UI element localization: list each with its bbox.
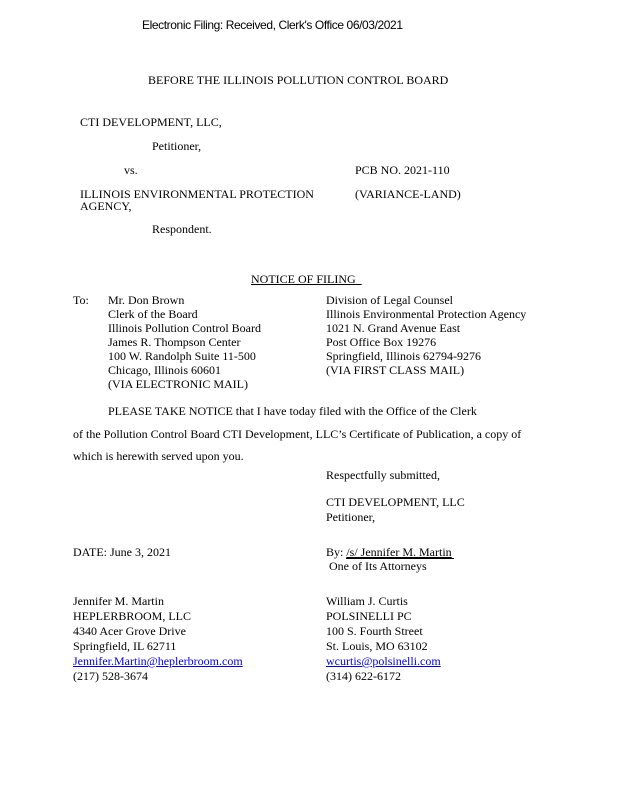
counsel-heplerbroom: [73, 594, 243, 684]
signatory-role: Petitioner,: [326, 510, 376, 524]
respondent-label: Respondent.: [152, 222, 212, 236]
recipient-clerk: [108, 293, 261, 391]
recipient-iepa: [326, 293, 526, 377]
respondent-name-line2: AGENCY,: [80, 199, 132, 213]
recipient-line: (VIA ELECTRONIC MAIL): [108, 377, 248, 391]
petitioner-name: CTI DEVELOPMENT, LLC,: [80, 115, 222, 129]
recipient-line: James R. Thompson Center: [108, 335, 241, 349]
recipient-line: Chicago, Illinois 60601: [108, 363, 221, 377]
signatory-company: CTI DEVELOPMENT, LLC: [326, 495, 465, 509]
notice-body-line3: which is herewith served upon you.: [73, 449, 244, 463]
signature-line: [326, 545, 452, 559]
case-type: (VARIANCE-LAND): [355, 187, 461, 201]
counsel-phone: (314) 622-6172: [326, 669, 401, 683]
recipient-line: Clerk of the Board: [108, 307, 198, 321]
recipient-line: (VIA FIRST CLASS MAIL): [326, 363, 465, 377]
recipient-line: Illinois Environmental Protection Agency: [326, 307, 527, 321]
counsel-email-link[interactable]: Jennifer.Martin@heplerbroom.com: [73, 654, 243, 668]
counsel-phone: (217) 528-3674: [73, 669, 148, 683]
notice-heading: NOTICE OF FILING: [251, 272, 356, 286]
filing-date: DATE: June 3, 2021: [73, 545, 171, 559]
petitioner-label: Petitioner,: [152, 139, 202, 153]
counsel-street: 4340 Acer Grove Drive: [73, 624, 186, 638]
counsel-firm: HEPLERBROOM, LLC: [73, 609, 192, 623]
electronic-signature: /s/ Jennifer M. Martin: [346, 545, 452, 559]
counsel-city: Springfield, IL 62711: [73, 639, 177, 653]
to-label: To:: [73, 293, 89, 307]
counsel-city: St. Louis, MO 63102: [326, 639, 428, 653]
case-number: PCB NO. 2021-110: [355, 163, 450, 177]
counsel-street: 100 S. Fourth Street: [326, 624, 423, 638]
by-label: By:: [326, 545, 347, 559]
recipient-line: Illinois Pollution Control Board: [108, 321, 262, 335]
recipient-line: 1021 N. Grand Avenue East: [326, 321, 461, 335]
attorney-role: One of Its Attorneys: [326, 559, 427, 573]
notice-body-line1: PLEASE TAKE NOTICE that I have today filed with the Office of the Clerk: [108, 404, 477, 418]
counsel-firm: POLSINELLI PC: [326, 609, 412, 623]
recipient-line: Division of Legal Counsel: [326, 293, 453, 307]
notice-body-line2: of the Pollution Control Board CTI Development, LLC’s Certificate of Publication, a copy of: [73, 427, 522, 441]
counsel-name: William J. Curtis: [326, 594, 408, 608]
recipient-line: 100 W. Randolph Suite 11-500: [108, 349, 256, 363]
respondent-name-line1: ILLINOIS ENVIRONMENTAL PROTECTION: [80, 187, 314, 201]
recipient-line: Springfield, Illinois 62794-9276: [326, 349, 481, 363]
recipient-line: Post Office Box 19276: [326, 335, 437, 349]
counsel-email-link[interactable]: wcurtis@polsinelli.com: [326, 654, 441, 668]
versus-label: vs.: [124, 163, 138, 177]
counsel-name: Jennifer M. Martin: [73, 594, 164, 608]
closing: Respectfully submitted,: [326, 468, 440, 482]
recipient-line: Mr. Don Brown: [108, 293, 185, 307]
board-title: BEFORE THE ILLINOIS POLLUTION CONTROL BOARD: [148, 73, 449, 87]
counsel-polsinelli: [326, 594, 441, 684]
filing-stamp: Electronic Filing: Received, Clerk's Office 06/03/2021: [142, 18, 403, 32]
